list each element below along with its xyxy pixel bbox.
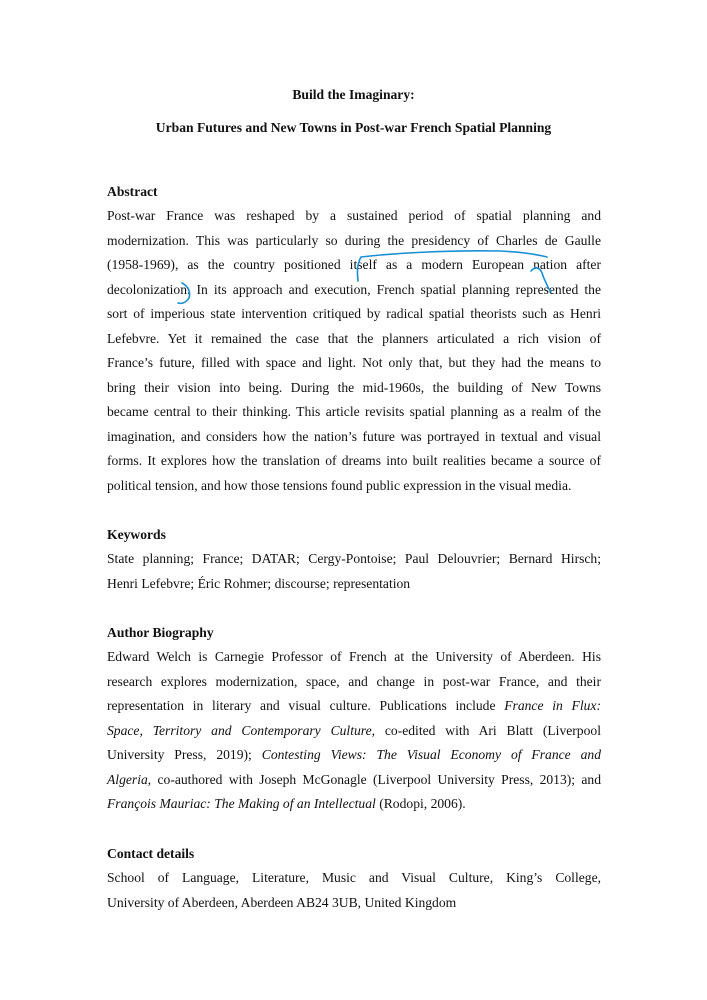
book-title-france-in-flux-cont: Space, Territory and Contemporary Culture	[107, 723, 372, 738]
keywords-heading: Keywords	[107, 527, 166, 542]
abstract-line: forms. It explores how the translation of dreams into built realities became a source of	[107, 453, 601, 468]
biography-line	[107, 747, 601, 763]
biography-text: , co-edited with Ari Blatt (Liverpool	[371, 723, 601, 738]
biography-heading: Author Biography	[107, 625, 214, 640]
book-title-france-in-flux: France in Flux:	[504, 698, 601, 713]
biography-text: representation in literary and visual culture. Publications include	[107, 698, 505, 713]
title-line-1: Build the Imaginary:	[292, 87, 415, 102]
abstract-line: Lefebvre. Yet it remained the case that the planners articulated a rich vision of	[107, 331, 601, 346]
title-line-2: Urban Futures and New Towns in Post-war French Spatial Planning	[155, 120, 552, 135]
contact-heading: Contact details	[107, 846, 195, 861]
contact-line: School of Language, Literature, Music and Visual Culture, King’s College,	[107, 870, 601, 885]
abstract-line: (1958-1969), as the country positioned itself as a modern European nation after	[107, 257, 601, 272]
abstract-line: modernization. This was particularly so during the presidency of Charles de Gaulle	[107, 233, 601, 248]
abstract-line: political tension, and how those tensions found public expression in the visual media.	[107, 478, 572, 493]
book-title-contesting-views-cont: Algeria	[107, 772, 148, 787]
biography-text: (Rodopi, 2006).	[375, 796, 466, 811]
contact-line: University of Aberdeen, Aberdeen AB24 3UB, United Kingdom	[107, 895, 457, 910]
biography-line: Edward Welch is Carnegie Professor of French at the University of Aberdeen. His	[107, 649, 601, 664]
biography-line: research explores modernization, space, and change in post-war France, and their	[107, 674, 601, 689]
biography-line	[107, 772, 601, 788]
biography-text: , co-authored with Joseph McGonagle (Liverpool University Press, 2013); and	[147, 772, 601, 787]
abstract-line: France’s future, filled with space and light. Not only that, but they had the means to	[107, 355, 601, 370]
abstract-line: bring their vision into being. During the mid-1960s, the building of New Towns	[107, 380, 601, 395]
abstract-line: imagination, and considers how the nation’s future was portrayed in textual and visual	[107, 429, 601, 444]
abstract-line: became central to their thinking. This article revisits spatial planning as a realm of the	[107, 404, 601, 419]
biography-line	[107, 723, 601, 739]
abstract-line: decolonization. In its approach and execution, French spatial planning represented the	[107, 282, 601, 297]
abstract-line: Post-war France was reshaped by a sustained period of spatial planning and	[107, 208, 601, 223]
keywords-line: Henri Lefebvre; Éric Rohmer; discourse; representation	[107, 576, 411, 591]
book-title-contesting-views: Contesting Views: The Visual Economy of France and	[261, 747, 601, 762]
biography-line	[107, 796, 466, 812]
book-title-francois-mauriac: François Mauriac: The Making of an Intellectual	[107, 796, 376, 811]
abstract-line: sort of imperious state intervention critiqued by radical spatial theorists such as Henri	[107, 306, 601, 321]
biography-line	[107, 698, 601, 714]
abstract-heading: Abstract	[107, 184, 158, 199]
biography-text: University Press, 2019);	[107, 747, 262, 762]
keywords-line: State planning; France; DATAR; Cergy-Pontoise; Paul Delouvrier; Bernard Hirsch;	[107, 551, 601, 566]
